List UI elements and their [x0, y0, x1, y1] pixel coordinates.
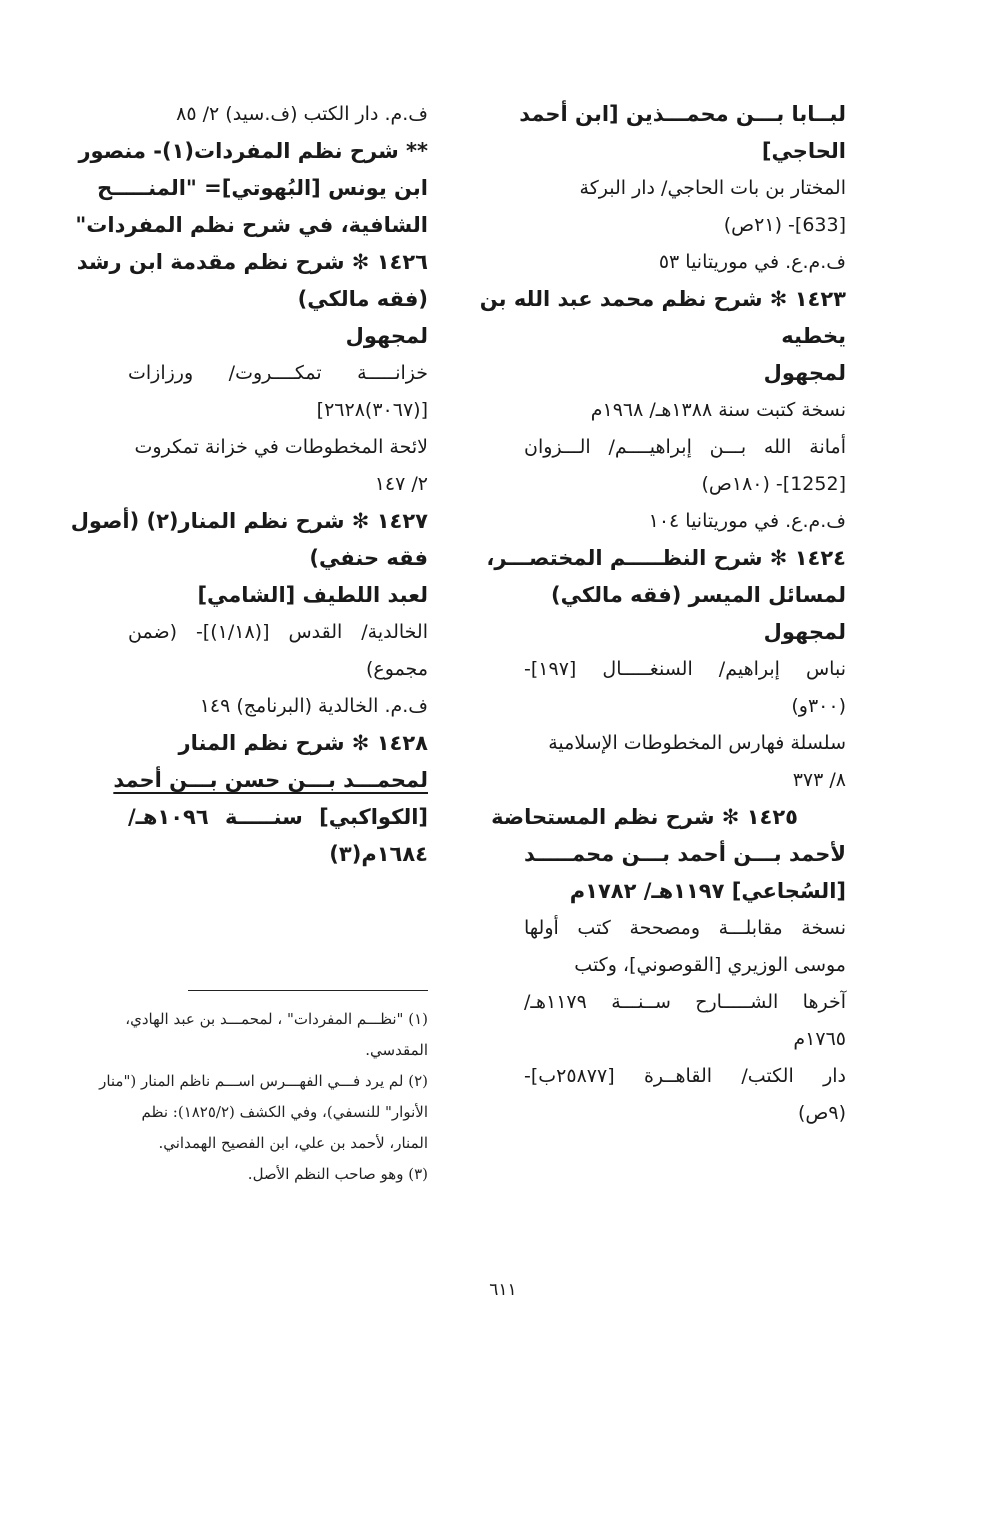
- copy-info-line: المختار بن بات الحاجي/ دار البركة: [579, 177, 846, 199]
- entry-heading-1427: فقه حنفي): [309, 546, 428, 570]
- entry-heading-1423: يخطيه: [781, 324, 846, 348]
- entry-heading-1426: (فقه مالكي): [297, 287, 428, 311]
- footnotes: [99, 1004, 428, 1190]
- author-line: [الكواكبي] سنـــــة ١٠٩٦هـ/: [128, 805, 428, 829]
- copy-info-line: دار الكتب/ القاهــرة [٢٥٨٧٧ب]-: [524, 1065, 846, 1087]
- reference-line: ف.م.ع. في موريتانيا ١٠٤: [648, 510, 846, 532]
- reference-line: ٨/ ٣٧٣: [792, 769, 846, 791]
- copy-info-line: نسخة كتبت سنة ١٣٨٨هـ/ ١٩٦٨م: [590, 399, 846, 421]
- copy-info-line: [1252]- (١٨٠ص): [701, 473, 846, 495]
- copy-info-line: أمانة الله بـــن إبراهيــــم/ الـــزوان: [524, 436, 846, 458]
- author-line: ١٦٨٤م(٣): [329, 842, 428, 866]
- entry-heading-1428: ١٤٢٨ ✻ شرح نظم المنار: [178, 731, 428, 755]
- footnote-3: (٣) وهو صاحب النظم الأصل.: [247, 1165, 428, 1183]
- copy-info-line: (٣٠٠و): [791, 695, 846, 717]
- author-line: لمجهول: [763, 361, 846, 385]
- author-line: لمجهول: [763, 620, 846, 644]
- cross-reference-heading: ابن يونس [البُهوتي]= "المنـــــح: [97, 176, 428, 200]
- copy-info-line: مجموع): [366, 658, 428, 680]
- entry-heading-1427: ١٤٢٧ ✻ شرح نظم المنار(٢) (أصول: [70, 509, 428, 533]
- reference-line: لائحة المخطوطات في خزانة تمكروت: [134, 436, 428, 458]
- copy-info-line: الخالدية/ القدس [(١/١٨)]- (ضمن: [128, 621, 429, 643]
- cross-reference-heading: ** شرح نظم المفردات(١)- منصور: [78, 139, 428, 163]
- author-line: لعبد اللطيف [الشامي]: [197, 583, 428, 607]
- author-line: لأحمد بـــن أحمد بـــن محمـــــد: [524, 842, 846, 866]
- reference-line: سلسلة فهارس المخطوطات الإسلامية: [548, 732, 846, 754]
- reference-line: ف.م.ع. في موريتانيا ٥٣: [658, 251, 846, 273]
- copy-info-line: موسى الوزيري [القوصوني]، وكتب: [574, 954, 846, 976]
- page-number: ٦١١: [489, 1280, 517, 1300]
- copy-info-line: نسخة مقابلـــة ومصححة كتب أولها: [524, 917, 846, 939]
- author-line: لبــابا بـــن محمـــذين [ابن أحمد: [519, 102, 846, 126]
- copy-info-line: نباس إبراهيم/ السنغـــــال [١٩٧]-: [524, 658, 846, 680]
- author-line: الحاجي]: [761, 139, 846, 163]
- entry-heading-1426: ١٤٢٦ ✻ شرح نظم مقدمة ابن رشد: [76, 250, 428, 274]
- entry-heading-1423: ١٤٢٣ ✻ شرح نظم محمد عبد الله بن: [479, 287, 846, 311]
- footnote-divider: [188, 990, 428, 991]
- reference-line: ٢/ ١٤٧: [374, 473, 428, 495]
- copy-info-line: آخرها الشـــــارح ســنـــة ١١٧٩هـ/: [524, 991, 846, 1013]
- footnote-1-cont: المقدسي.: [365, 1041, 428, 1059]
- footnote-2-cont: الأنوار" للنسفي)، وفي الكشف (١٨٢٥/٢): نظم: [141, 1103, 428, 1121]
- author-line: لمجهول: [345, 324, 428, 348]
- footnote-1: (١) "نظـــم المفردات" ، لمحمـــد بن عبد الهادي،: [125, 1010, 428, 1028]
- reference-line: ف.م. الخالدية (البرنامج) ١٤٩: [199, 695, 428, 717]
- copy-info-line: [633]- (٢١ص): [723, 214, 846, 236]
- cross-reference-heading: الشافية، في شرح نظم المفردات": [75, 213, 428, 237]
- copy-info-line: (٩ص): [797, 1102, 846, 1124]
- copy-info-line: ١٧٦٥م: [793, 1028, 846, 1050]
- reference-line: ف.م. دار الكتب (ف.سيد) ٢/ ٨٥: [176, 103, 428, 125]
- copy-info-line: خزانـــــة تمكــــروت/ ورزازات: [128, 362, 428, 384]
- left-column: [70, 96, 429, 873]
- entry-heading-1425: ١٤٢٥ ✻ شرح نظم المستحاضة: [491, 805, 798, 829]
- right-column: [479, 96, 846, 1132]
- footnote-2-cont: المنار، لأحمد بن علي، ابن الفصيح الهمداني.: [158, 1134, 428, 1152]
- entry-heading-1424: لمسائل الميسر (فقه مالكي): [551, 583, 846, 607]
- entry-heading-1424: ١٤٢٤ ✻ شرح النظـــــم المختصـــر،: [486, 546, 846, 570]
- copy-info-line: [(٣٠٦٧)٢٦٢٨]: [316, 399, 428, 421]
- footnote-2: (٢) لم يرد فـــي الفهـــرس اســـم ناظم المنار ("منار: [99, 1072, 428, 1090]
- author-line: لمحمـــد بـــن حسن بـــن أحمد: [113, 768, 428, 792]
- author-line: [السُجاعي] ١١٩٧هـ/ ١٧٨٢م: [569, 879, 846, 903]
